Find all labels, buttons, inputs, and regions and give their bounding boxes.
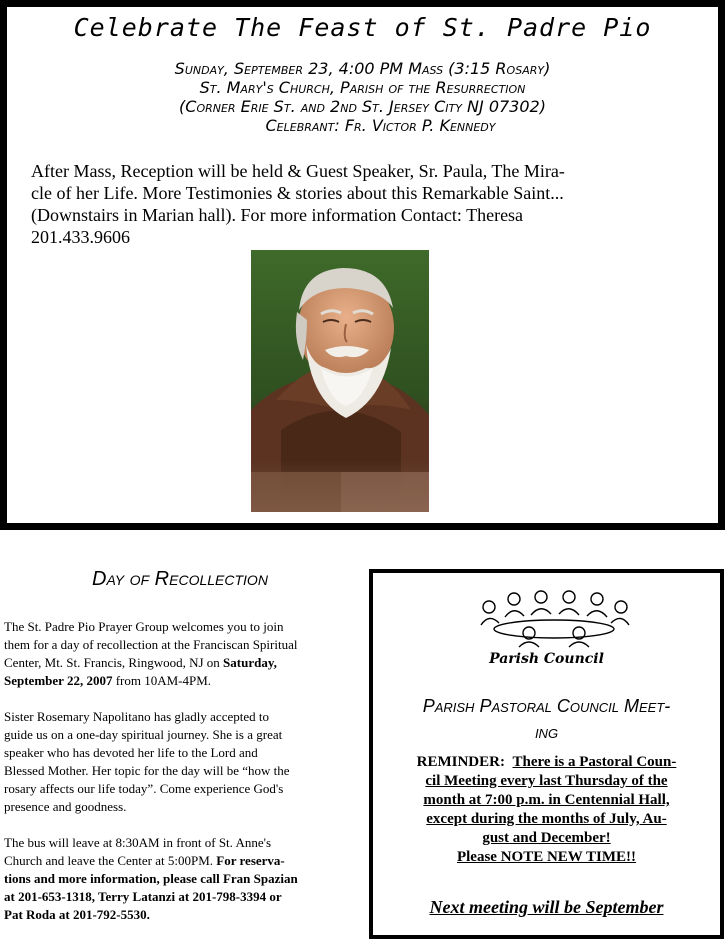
recollection-text-line: Blessed Mother. Her topic for the day will be “how the — [4, 763, 290, 778]
recollection-text-line — [4, 852, 360, 870]
recollection-contact-line: tions and more information, please call Fran Spazian — [4, 871, 298, 886]
feast-description-line: cle of her Life. More Testimonies & stories about this Remarkable Saint... — [31, 183, 564, 203]
council-reminder — [377, 753, 716, 867]
feast-detail-address: (Corner Erie St. and 2nd St. Jersey City NJ 07302) — [179, 97, 546, 116]
parish-council-box — [369, 569, 724, 939]
recollection-text-line: The bus will leave at 8:30AM in front of St. Anne's — [4, 835, 272, 850]
recollection-text-line: Sister Rosemary Napolitano has gladly accepted to — [4, 709, 269, 724]
reminder-label: REMINDER: — [416, 754, 505, 770]
council-heading-line: Parish Pastoral Council Meet- — [422, 696, 671, 716]
feast-description-line: (Downstairs in Marian hall). For more information Contact: Theresa — [31, 205, 524, 225]
reminder-line — [377, 753, 716, 772]
recollection-text-line — [4, 654, 360, 672]
recollection-paragraph-2 — [4, 708, 360, 816]
recollection-paragraph-1 — [4, 618, 360, 690]
recollection-date-bold: September 22, 2007 — [4, 673, 113, 688]
parish-council-label: Parish Council — [489, 651, 604, 667]
feast-description — [31, 160, 703, 248]
recollection-text-line: them for a day of recollection at the Franciscan Spiritual — [4, 637, 298, 652]
parish-council-logo — [469, 589, 639, 649]
recollection-text-line: presence and goodness. — [4, 799, 127, 814]
feast-title: Celebrate The Feast of St. Padre Pio — [73, 13, 652, 42]
recollection-contact-line: at 201-653-1318, Terry Latanzi at 201-798-3394 or — [4, 889, 282, 904]
recollection-contact-bold: For reserva- — [216, 853, 285, 868]
recollection-text-fragment: from 10AM-4PM. — [112, 673, 212, 688]
recollection-date-bold: Saturday, — [223, 655, 277, 670]
padre-pio-portrait — [251, 250, 429, 512]
reminder-text: There is a Pastoral Coun- — [512, 754, 677, 770]
next-meeting-note: Next meeting will be September — [429, 897, 664, 917]
recollection-text-line: guide us on a one-day spiritual journey. She is a great — [4, 727, 283, 742]
recollection-contact-line: Pat Roda at 201-792-5530. — [4, 907, 150, 922]
council-meeting-heading — [373, 693, 720, 745]
reminder-line: gust and December! — [482, 830, 611, 846]
recollection-text-line: The St. Padre Pio Prayer Group welcomes you to join — [4, 619, 284, 634]
council-heading-line: ing — [534, 722, 559, 742]
recollection-text-line: rosary affects our life today”. Come experience God's — [4, 781, 284, 796]
recollection-text-fragment: Church and leave the Center at 5:00PM. — [4, 853, 217, 868]
reminder-line: month at 7:00 p.m. in Centennial Hall, — [423, 792, 670, 808]
recollection-paragraph-3 — [4, 834, 360, 924]
feast-detail-celebrant: Celebrant: Fr. Victor P. Kennedy — [265, 116, 496, 135]
new-time-note: Please NOTE NEW TIME!! — [456, 849, 637, 865]
recollection-text-line — [4, 672, 360, 690]
recollection-text-line: speaker who has devoted her life to the Lord and — [4, 745, 258, 760]
reminder-line: cil Meeting every last Thursday of the — [425, 773, 668, 789]
reminder-line: except during the months of July, Au- — [426, 811, 667, 827]
council-meeting-icon — [469, 589, 639, 649]
recollection-text-fragment: Center, Mt. St. Francis, Ringwood, NJ on — [4, 655, 224, 670]
recollection-heading: Day of Recollection — [92, 568, 268, 590]
feast-description-line: After Mass, Reception will be held & Guest Speaker, Sr. Paula, The Mira- — [31, 161, 565, 181]
feast-detail-date: Sunday, September 23, 4:00 PM Mass (3:15 Rosary) — [174, 59, 551, 78]
feast-description-line: 201.433.9606 — [31, 227, 130, 247]
feast-detail-church: St. Mary's Church, Parish of the Resurrection — [199, 78, 526, 97]
